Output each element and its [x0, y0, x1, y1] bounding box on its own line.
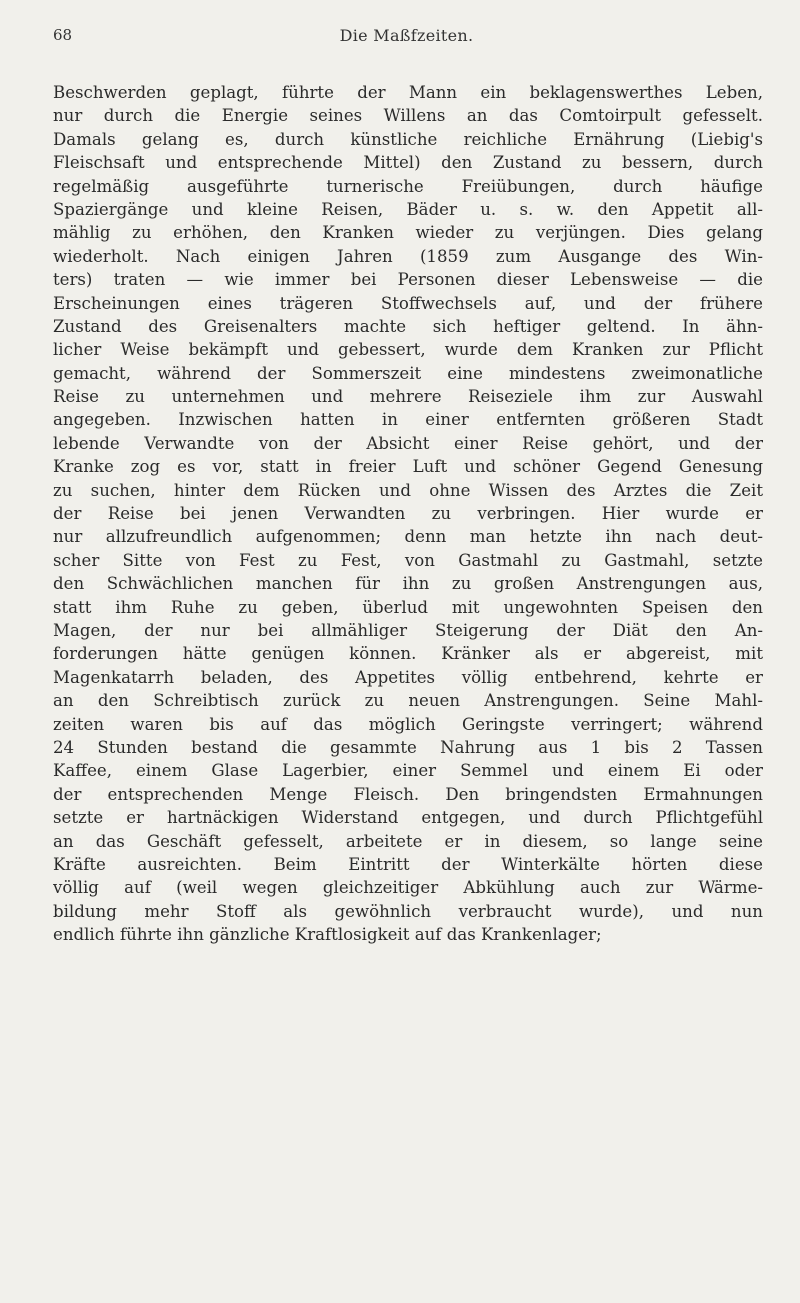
text-line: statt ihm Ruhe zu geben, überlud mit ungewohnten Speisen den: [53, 597, 763, 617]
text-line: scher Sitte von Fest zu Fest, von Gastmahl zu Gastmahl, setzte: [53, 550, 763, 570]
text-line: gemacht, während der Sommerszeit eine mindestens zweimonatliche: [53, 363, 763, 383]
page-header: [53, 26, 760, 50]
text-line: an den Schreibtisch zurück zu neuen Anstrengungen. Seine Mahl-: [53, 691, 763, 711]
page-number: 68: [53, 26, 73, 44]
text-line: Magenkatarrh beladen, des Appetites völlig entbehrend, kehrte er: [53, 667, 763, 687]
text-line: endlich führte ihn gänzliche Kraftlosigkeit auf das Krankenlager;: [53, 925, 602, 945]
text-line: 24 Stunden bestand die gesammte Nahrung aus 1 bis 2 Tassen: [53, 737, 763, 757]
text-line: zu suchen, hinter dem Rücken und ohne Wissen des Arztes die Zeit: [53, 480, 763, 500]
text-line: Spaziergänge und kleine Reisen, Bäder u. s. w. den Appetit all-: [53, 199, 763, 219]
text-line: forderungen hätte genügen können. Kränker als er abgereist, mit: [53, 644, 763, 664]
text-line: völlig auf (weil wegen gleichzeitiger Abkühlung auch zur Wärme-: [53, 878, 763, 898]
text-line: Reise zu unternehmen und mehrere Reiseziele ihm zur Auswahl: [53, 387, 763, 407]
text-line: licher Weise bekämpft und gebessert, wurde dem Kranken zur Pflicht: [53, 340, 763, 360]
text-line: angegeben. Inzwischen hatten in einer entfernten größeren Stadt: [53, 410, 763, 430]
text-line: ters) traten — wie immer bei Personen dieser Lebensweise — die: [53, 270, 763, 290]
text-line: Fleischsaft und entsprechende Mittel) den Zustand zu bessern, durch: [53, 153, 763, 173]
text-line: nur durch die Energie seines Willens an das Comtoirpult gefesselt.: [53, 106, 763, 126]
text-line: Beschwerden geplagt, führte der Mann ein beklagenswerthes Leben,: [53, 83, 763, 102]
text-line: lebende Verwandte von der Absicht einer Reise gehört, und der: [53, 433, 763, 453]
text-line: bildung mehr Stoff als gewöhnlich verbraucht wurde), und nun: [53, 901, 763, 921]
text-line: Magen, der nur bei allmähliger Steigerung der Diät den An-: [53, 620, 763, 640]
text-line: Kranke zog es vor, statt in freier Luft und schöner Gegend Genesung: [53, 457, 763, 477]
text-line: zeiten waren bis auf das möglich Geringste verringert; während: [53, 714, 763, 734]
text-line: Kräfte ausreichten. Beim Eintritt der Winterkälte hörten diese: [53, 854, 763, 874]
text-line: mählig zu erhöhen, den Kranken wieder zu verjüngen. Dies gelang: [53, 223, 763, 243]
text-line: an das Geschäft gefesselt, arbeitete er in diesem, so lange seine: [53, 831, 763, 851]
text-line: der Reise bei jenen Verwandten zu verbringen. Hier wurde er: [53, 504, 763, 524]
running-title: Die Maßfzeiten.: [339, 26, 474, 45]
text-line: nur allzufreundlich aufgenommen; denn man hetzte ihn nach deut-: [53, 527, 763, 547]
text-line: regelmäßig ausgeführte turnerische Freiübungen, durch häufige: [53, 176, 763, 196]
text-line: Erscheinungen eines trägeren Stoffwechsels auf, und der frühere: [53, 293, 763, 313]
text-line: wiederholt. Nach einigen Jahren (1859 zum Ausgange des Win-: [53, 246, 763, 266]
body-text: [53, 81, 763, 946]
text-line: setzte er hartnäckigen Widerstand entgegen, und durch Pflichtgefühl: [53, 808, 763, 828]
text-line: den Schwächlichen manchen für ihn zu großen Anstrengungen aus,: [53, 574, 763, 594]
text-line: Kaffee, einem Glase Lagerbier, einer Semmel und einem Ei oder: [53, 761, 763, 781]
text-line: Zustand des Greisenalters machte sich heftiger geltend. In ähn-: [53, 316, 763, 336]
text-line: der entsprechenden Menge Fleisch. Den bringendsten Ermahnungen: [53, 784, 763, 804]
text-line: Damals gelang es, durch künstliche reichliche Ernährung (Liebig's: [53, 129, 763, 149]
